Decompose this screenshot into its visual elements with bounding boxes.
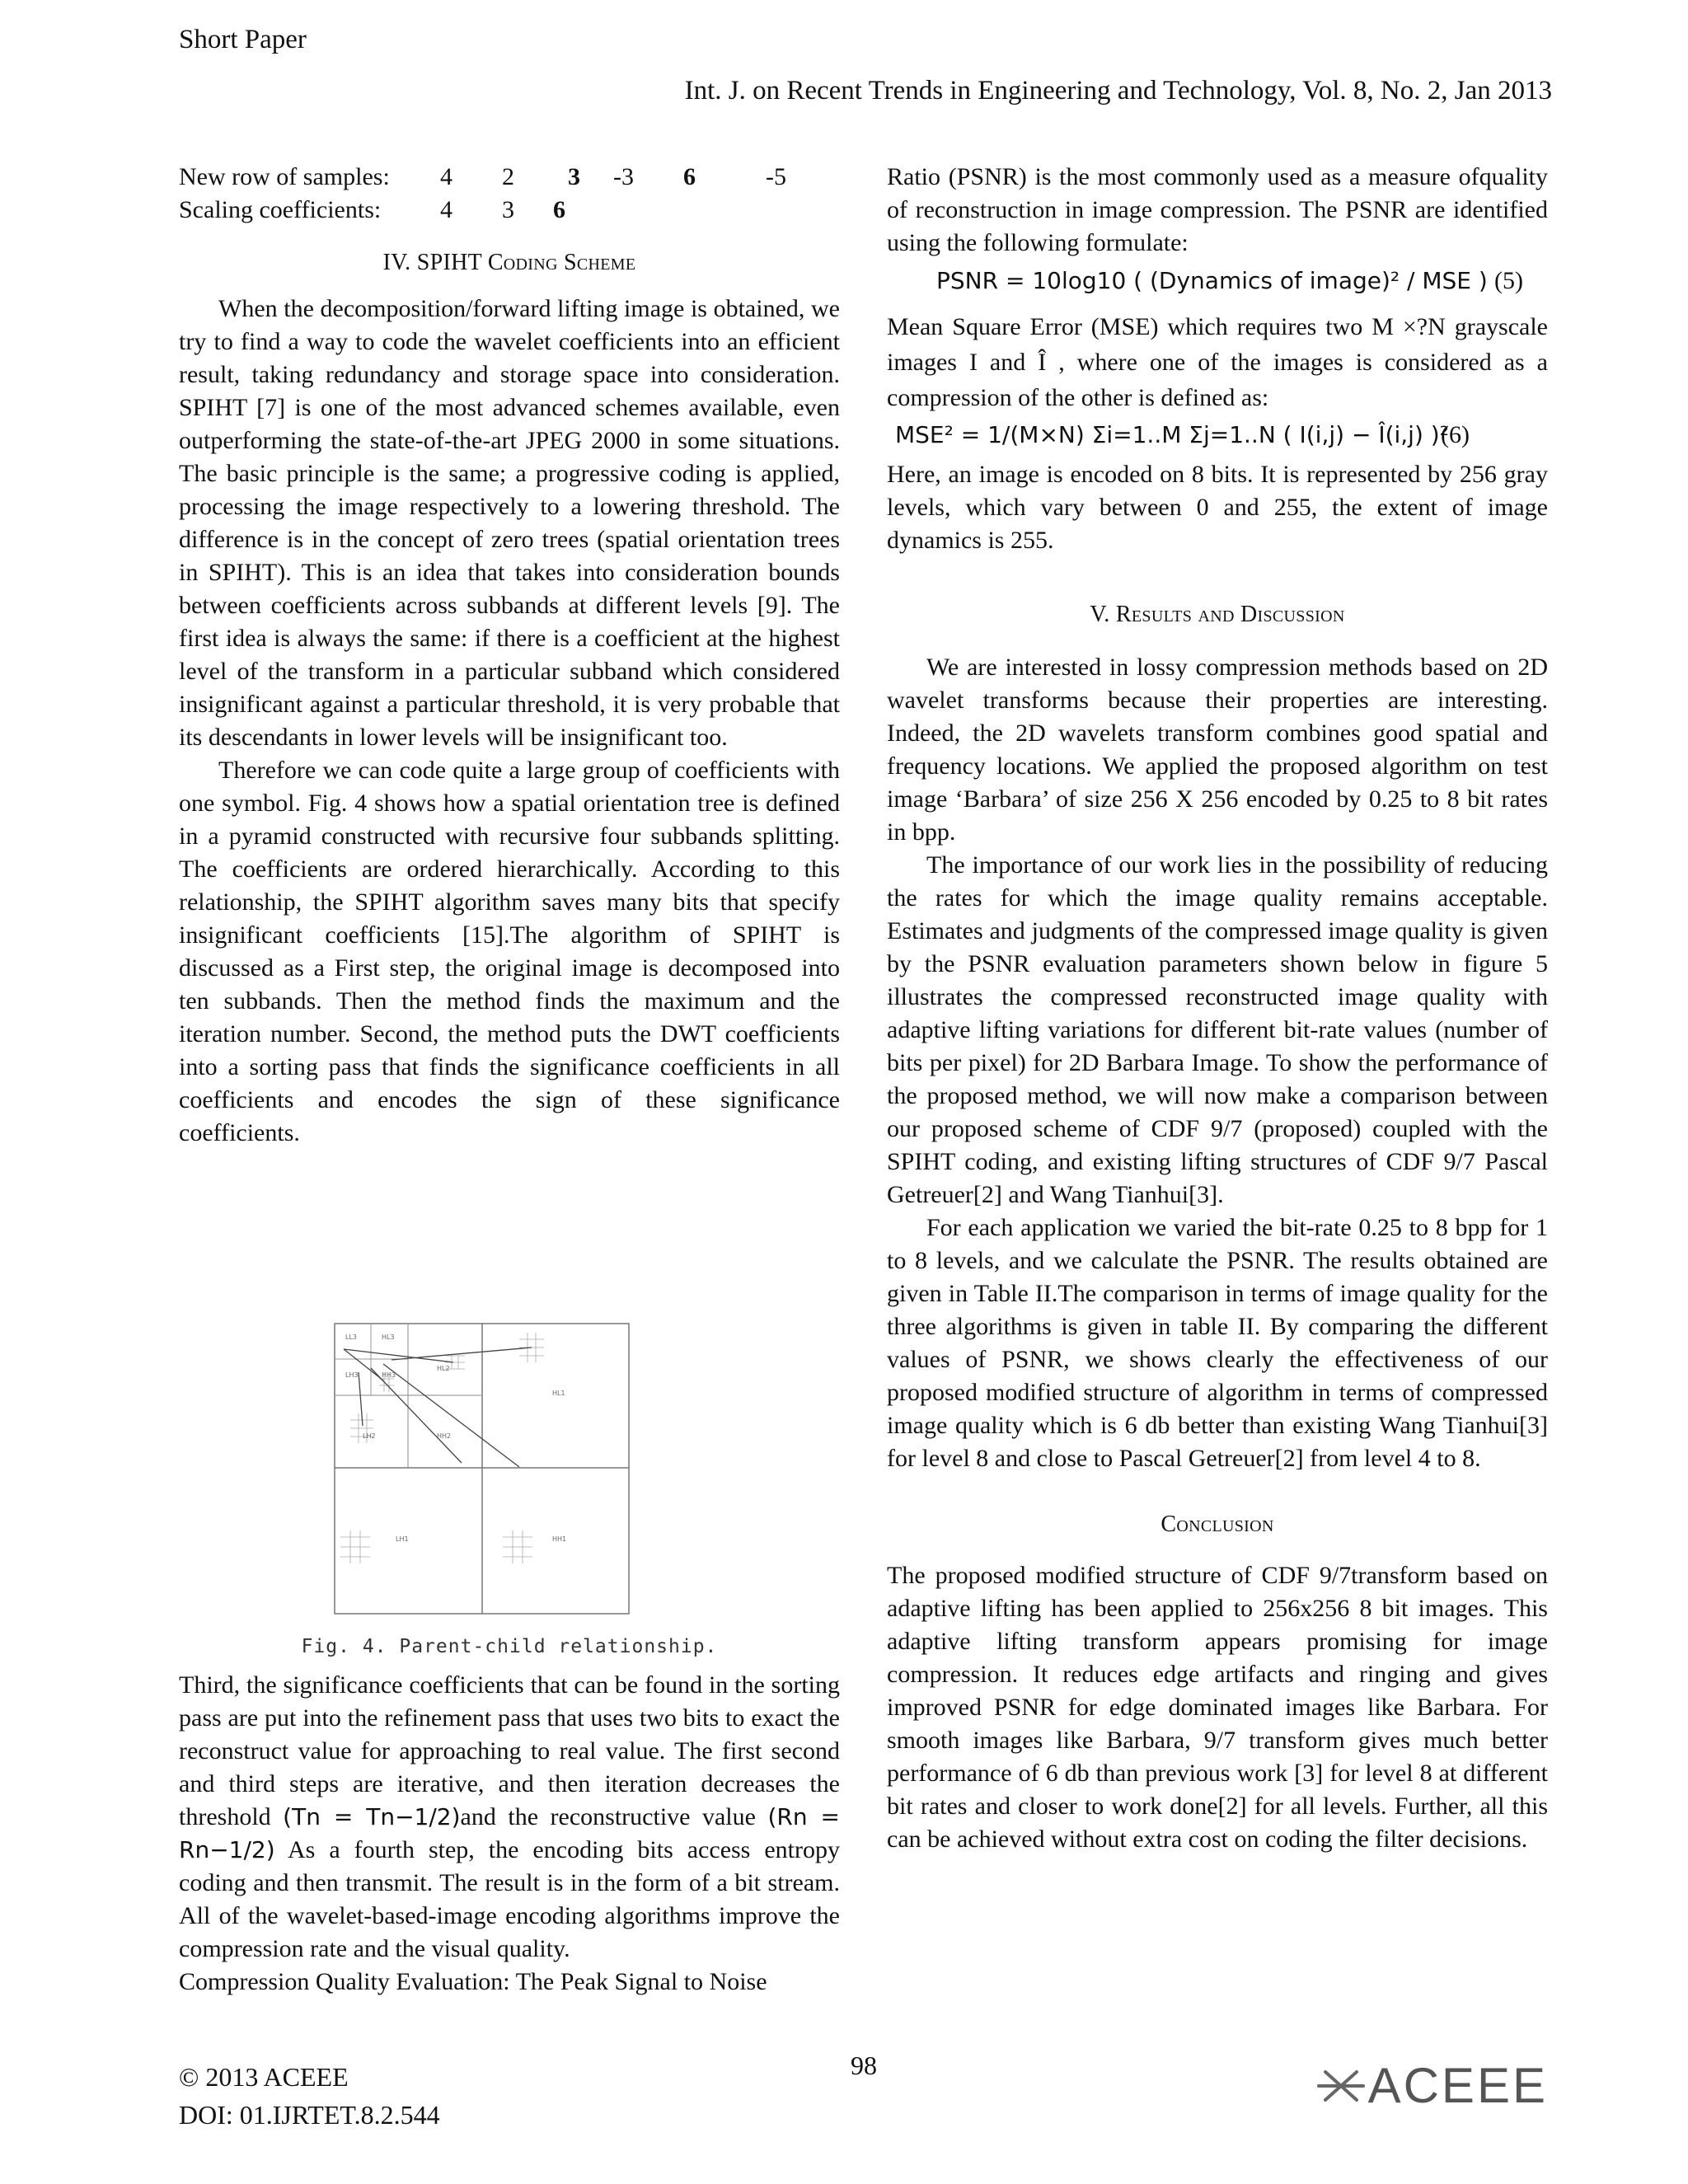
results-paragraph-1: We are interested in lossy compression methods based on 2D wavelet transforms because their properties are interesting. Indeed, the 2D wavelets transform combines good spatial and frequency locations. We applied the proposed algorithm on test image ‘Barbara’ of size 256 X 256 encoded by 0.25 to 8 bit rates in bpp.	[887, 654, 1548, 846]
aceee-logo-text: ACEEE	[1367, 2058, 1548, 2113]
section-4-heading	[179, 246, 840, 279]
equation-6-number: (6)	[1441, 421, 1470, 448]
section-5-number: V.	[1090, 602, 1116, 627]
samples-row-1-label: New row of samples:	[179, 163, 390, 190]
reconstructive-value-equation: (Rn = Rn−1/2)	[179, 1803, 840, 1863]
samples-row-2	[179, 194, 840, 227]
results-paragraph-2: The importance of our work lies in the possibility of reducing the rates for which the image quality remains acceptable. Estimates and judgments of the compressed image quality is given by the PSNR evaluation parameters shown below in figure 5 illustrates the compressed reconstructed image quality with adaptive lifting variations for different bit-rate values (number of bits per pixel) for 2D Barbara Image. To show the performance of the proposed method, we will now make a comparison between our proposed scheme of CDF 9/7 (proposed) coupled with the SPIHT coding, and existing lifting structures of CDF 9/7 Pascal Getreuer[2] and Wang Tianhui[3].	[887, 851, 1548, 1208]
samples-row-1	[179, 161, 840, 194]
figure-4-caption: Fig. 4. Parent-child relationship.	[301, 1636, 718, 1657]
fig-label: LH1	[396, 1535, 409, 1543]
aceee-star-icon	[1314, 2065, 1368, 2107]
section-4-title: Coding Scheme	[487, 250, 636, 275]
paragraph-3-text-a: Third, the significance coefficients that can be found in the sorting pass are put into the refinement pass that uses two bits to exact the reconstruct value for approaching to real value. The first second and third steps are iterative, and then iteration decreases the threshold	[179, 1671, 840, 1830]
right-column	[887, 161, 1548, 1856]
sample-value: 4	[440, 196, 452, 223]
doi: DOI: 01.IJRTET.8.2.544	[179, 2100, 440, 2130]
section-5-heading	[887, 598, 1548, 631]
conclusion-paragraph: The proposed modified structure of CDF 9/7transform based on adaptive lifting has been applied to 256x256 8 bit images. This adaptive lifting transform appears promising for image compression. It reduces edge artifacts and ringing and gives improved PSNR for edge dominated images like Barbara. For smooth images like Barbara, 9/7 transform gives much better performance of 6 db than previous work [3] for level 8 at different bit rates and closer to work done[2] for all levels. Further, all this can be achieved without extra cost on coding the filter decisions.	[887, 1562, 1548, 1853]
equation-5-row	[887, 260, 1548, 309]
equation-5: PSNR = 10log10 ( (Dynamics of image)² / MSE )	[936, 267, 1488, 294]
sample-value: 6	[683, 163, 696, 190]
fig-label: HH1	[552, 1535, 567, 1543]
sample-value: 2	[502, 163, 514, 190]
section-4-number: IV. SPIHT	[382, 250, 488, 275]
samples-row-2-label: Scaling coefficients:	[179, 196, 382, 223]
conclusion-heading: Conclusion	[1160, 1511, 1274, 1537]
fig-label: HL3	[382, 1333, 395, 1341]
threshold-equation: (Tn = Tn−1/2)	[283, 1803, 461, 1830]
fig-label: LH3	[345, 1371, 359, 1379]
figure-4-subband-diagram	[334, 1323, 631, 1615]
sample-value: 6	[553, 196, 565, 223]
fig-label: HH3	[382, 1371, 396, 1379]
page-number: 98	[851, 2050, 877, 2080]
bit-depth-paragraph: Here, an image is encoded on 8 bits. It is represented by 256 gray levels, which vary between 0 and 255, the extent of image dynamics is 255.	[887, 461, 1548, 554]
sample-value: 4	[440, 163, 452, 190]
fig-label: LL3	[345, 1333, 358, 1341]
section-4-paragraph-1: When the decomposition/forward lifting image is obtained, we try to find a way to code the wavelet coefficients into an efficient result, taking redundancy and storage space into consideration. SPIHT [7] is one of the most advanced schemes available, even outperforming the state-of-the-art JPEG 2000 in some situations. The basic principle is the same; a progressive coding is applied, processing the image respectively to a lowering threshold. The difference is in the concept of zero trees (spatial orientation trees in SPIHT). This is an idea that takes into consideration bounds between coefficients across subbands at different levels [9]. The first idea is always the same: if there is a coefficient at the highest level of the transform in a particular subband which considered insignificant against a particular threshold, it is very probable that its descendants in lower levels will be insignificant too.	[179, 295, 840, 751]
equation-5-number: (5)	[1494, 267, 1523, 294]
sample-value: -5	[766, 163, 786, 190]
left-column	[179, 161, 840, 1150]
mse-intro-paragraph: Mean Square Error (MSE) which requires two M ×?N grayscale images I and Î , where one of the images is considered as a compression of the other is defined as:	[887, 313, 1548, 411]
sample-value: 3	[502, 196, 514, 223]
running-header-left: Short Paper	[179, 25, 307, 54]
aceee-logo	[1314, 2057, 1548, 2114]
paragraph-3-text-b: and the reconstructive value	[460, 1803, 768, 1830]
results-paragraph-3: For each application we varied the bit-rate 0.25 to 8 bpp for 1 to 8 levels, and we calculate the PSNR. The results obtained are given in Table II.The comparison in terms of image quality for the three algorithms is given in table II. By comparing the different values of PSNR, we shows clearly the effectiveness of our proposed modified structure of algorithm in terms of compressed image quality which is 6 db better than existing Wang Tianhui[3] for level 8 and close to Pascal Getreuer[2] from level 4 to 8.	[887, 1214, 1548, 1472]
sample-value: -3	[613, 163, 634, 190]
equation-6: MSE² = 1/(M×N) Σi=1..M Σj=1..N ( I(i,j) − Î(i,j) )²	[895, 421, 1449, 448]
footer-left	[179, 2058, 440, 2134]
paragraph-3-text-c: As a fourth step, the encoding bits access entropy coding and then transmit. The result is in the form of a bit stream. All of the wavelet-based-image encoding algorithms improve the compression rate and the visual quality.	[179, 1836, 840, 1962]
section-4-paragraph-4: Compression Quality Evaluation: The Peak Signal to Noise	[179, 1968, 767, 1995]
copyright: © 2013 ACEEE	[179, 2062, 349, 2092]
fig-label: HL2	[437, 1365, 450, 1372]
fig-label: HL1	[552, 1390, 565, 1397]
section-4-paragraph-2: Therefore we can code quite a large group of coefficients with one symbol. Fig. 4 shows how a spatial orientation tree is defined in a pyramid constructed with recursive four subbands splitting. The coefficients are ordered hierarchically. According to this relationship, the SPIHT algorithm saves many bits that specify insignificant coefficients [15].The algorithm of SPIHT is discussed as a First step, the original image is decomposed into ten subbands. Then the method finds the maximum and the iteration number. Second, the method puts the DWT coefficients into a sorting pass that finds the significance coefficients in all coefficients and encodes the sign of these significance coefficients.	[179, 757, 840, 1146]
psnr-intro-paragraph: Ratio (PSNR) is the most commonly used as a measure ofquality of reconstruction in image compression. The PSNR are identified using the following formulate:	[887, 163, 1548, 256]
sample-value: 3	[568, 163, 580, 190]
fig-label: HH2	[437, 1432, 452, 1440]
fig-label: LH2	[363, 1432, 376, 1440]
running-header-journal: Int. J. on Recent Trends in Engineering and Technology, Vol. 8, No. 2, Jan 2013	[684, 76, 1552, 105]
section-5-title: Results and Discussion	[1115, 602, 1345, 627]
left-column-lower	[179, 1669, 840, 1999]
equation-6-row	[887, 415, 1548, 458]
section-4-paragraph-3	[179, 1669, 840, 1966]
